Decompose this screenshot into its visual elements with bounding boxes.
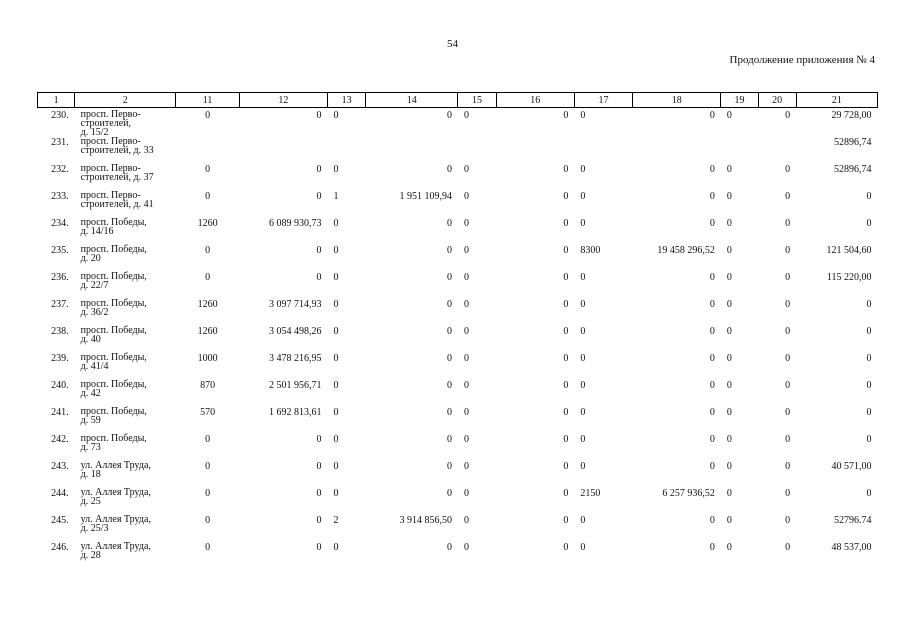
- cell-c20: 0: [785, 434, 791, 445]
- cell-c13: 0: [333, 380, 339, 391]
- cell-c17: 0: [580, 218, 586, 229]
- column-header: 15: [458, 93, 496, 108]
- cell-c20: 0: [785, 299, 791, 310]
- cell-c18: 0: [709, 218, 715, 229]
- cell-c21: 115 220,00: [826, 272, 872, 283]
- cell-c15: 0: [463, 164, 469, 175]
- address-line: просп. Перво-: [80, 163, 141, 174]
- cell-c13: 0: [333, 488, 339, 499]
- cell-c18: 0: [709, 542, 715, 553]
- column-header: 20: [758, 93, 796, 108]
- address-line: просп. Победы,: [80, 271, 147, 282]
- cell-c13: 0: [333, 299, 339, 310]
- address-line: просп. Перво-: [80, 136, 141, 147]
- column-header: 19: [721, 93, 758, 108]
- cell-c20: 0: [785, 272, 791, 283]
- address-line: д. 40: [80, 334, 101, 345]
- cell-c19: 0: [726, 515, 732, 526]
- address-line: ул. Аллея Труда,: [80, 514, 151, 525]
- address-line: просп. Победы,: [80, 217, 147, 228]
- column-header: 14: [366, 93, 458, 108]
- table-row: [38, 137, 878, 164]
- cell-c20: 0: [785, 245, 791, 256]
- cell-c19: [721, 137, 758, 164]
- cell-c18: [633, 137, 721, 164]
- cell-c17: 0: [580, 110, 586, 121]
- cell-c15: 0: [463, 353, 469, 364]
- cell-c14: [366, 137, 458, 164]
- column-header: 21: [796, 93, 877, 108]
- address-cell: [75, 164, 176, 191]
- cell-c21: 40 571,00: [831, 461, 872, 472]
- cell-c13: 0: [333, 353, 339, 364]
- cell-c17: 0: [580, 326, 586, 337]
- address-line: просп. Победы,: [80, 406, 147, 417]
- cell-c11: 0: [205, 110, 211, 121]
- address-line: просп. Победы,: [80, 325, 147, 336]
- cell-c13: 0: [333, 326, 339, 337]
- cell-c11: 0: [205, 542, 211, 553]
- cell-c17: 0: [580, 272, 586, 283]
- cell-c12: 0: [316, 515, 322, 526]
- cell-c17: [574, 137, 632, 164]
- cell-c12: 3 054 498,26: [269, 326, 322, 337]
- cell-c17: 0: [580, 164, 586, 175]
- address-line: д. 25/3: [80, 523, 109, 534]
- row-number: 239.: [51, 353, 69, 364]
- cell-c14: 0: [446, 461, 452, 472]
- cell-c12: 3 097 714,93: [269, 299, 322, 310]
- cell-c13: 0: [333, 218, 339, 229]
- address-cell: [75, 380, 176, 407]
- cell-c18: 0: [709, 272, 715, 283]
- address-cell: [75, 299, 176, 326]
- cell-c14: 0: [446, 164, 452, 175]
- cell-c14: 0: [446, 353, 452, 364]
- row-number: 234.: [51, 218, 69, 229]
- address-line: строителей, д. 33: [80, 145, 154, 156]
- column-header: 12: [239, 93, 327, 108]
- cell-c12: 6 089 930,73: [269, 218, 322, 229]
- cell-c12: [239, 137, 327, 164]
- address-line: ул. Аллея Труда,: [80, 541, 151, 552]
- cell-c20: [758, 137, 796, 164]
- cell-c21: 0: [866, 488, 872, 499]
- table-row: [38, 299, 878, 326]
- address-line: д. 18: [80, 469, 101, 480]
- cell-c12: 0: [316, 542, 322, 553]
- column-header: 16: [496, 93, 574, 108]
- table-row: [38, 245, 878, 272]
- row-number: 240.: [51, 380, 69, 391]
- cell-c19: 0: [726, 245, 732, 256]
- cell-c21: 0: [866, 353, 872, 364]
- column-header: 13: [328, 93, 366, 108]
- cell-c14: 0: [446, 110, 452, 121]
- table-row: [38, 164, 878, 191]
- cell-c18: 0: [709, 326, 715, 337]
- address-line: д. 59: [80, 415, 101, 426]
- cell-c11: 0: [205, 272, 211, 283]
- address-line: д. 28: [80, 550, 101, 561]
- cell-c16: 0: [563, 488, 569, 499]
- cell-c15: 0: [463, 191, 469, 202]
- cell-c16: 0: [563, 245, 569, 256]
- cell-c18: 0: [709, 380, 715, 391]
- cell-c20: 0: [785, 488, 791, 499]
- column-header: 17: [574, 93, 632, 108]
- cell-c19: 0: [726, 461, 732, 472]
- row-number: 231.: [51, 137, 69, 148]
- row-number: 232.: [51, 164, 69, 175]
- cell-c12: 0: [316, 110, 322, 121]
- table-header-row: [38, 93, 878, 108]
- address-cell: [75, 326, 176, 353]
- cell-c12: 2 501 956,71: [269, 380, 322, 391]
- cell-c16: 0: [563, 380, 569, 391]
- cell-c20: 0: [785, 164, 791, 175]
- cell-c15: [458, 137, 496, 164]
- cell-c13: 0: [333, 461, 339, 472]
- row-number: 237.: [51, 299, 69, 310]
- cell-c18: 0: [709, 299, 715, 310]
- cell-c18: 0: [709, 461, 715, 472]
- cell-c13: 0: [333, 542, 339, 553]
- address-line: ул. Аллея Труда,: [80, 460, 151, 471]
- cell-c12: 0: [316, 245, 322, 256]
- cell-c16: 0: [563, 407, 569, 418]
- cell-c17: 0: [580, 434, 586, 445]
- cell-c13: 0: [333, 272, 339, 283]
- cell-c21: 0: [866, 299, 872, 310]
- cell-c15: 0: [463, 488, 469, 499]
- cell-c12: 0: [316, 272, 322, 283]
- cell-c18: 6 257 936,52: [662, 488, 715, 499]
- row-number: 243.: [51, 461, 69, 472]
- cell-c11: 0: [205, 191, 211, 202]
- address-line: д. 42: [80, 388, 101, 399]
- cell-c16: 0: [563, 218, 569, 229]
- cell-c16: 0: [563, 461, 569, 472]
- address-line: просп. Победы,: [80, 298, 147, 309]
- address-line: д. 36/2: [80, 307, 109, 318]
- cell-c20: 0: [785, 407, 791, 418]
- cell-c13: 0: [333, 407, 339, 418]
- cell-c18: 0: [709, 353, 715, 364]
- cell-c19: 0: [726, 434, 732, 445]
- row-number: 242.: [51, 434, 69, 445]
- page-number: 54: [447, 38, 458, 50]
- row-number: 236.: [51, 272, 69, 283]
- cell-c20: 0: [785, 353, 791, 364]
- address-cell: [75, 137, 176, 164]
- cell-c14: 0: [446, 434, 452, 445]
- cell-c15: 0: [463, 110, 469, 121]
- table-row: [38, 380, 878, 407]
- address-cell: [75, 542, 176, 569]
- address-line: д. 22/7: [80, 280, 109, 291]
- cell-c11: 0: [205, 245, 211, 256]
- table-row: [38, 191, 878, 218]
- cell-c14: 0: [446, 488, 452, 499]
- data-table: [37, 92, 878, 569]
- cell-c18: 0: [709, 434, 715, 445]
- table-row: [38, 407, 878, 434]
- cell-c14: 0: [446, 272, 452, 283]
- cell-c18: 0: [709, 191, 715, 202]
- cell-c18: 0: [709, 515, 715, 526]
- cell-c18: 0: [709, 110, 715, 121]
- cell-c16: 0: [563, 164, 569, 175]
- cell-c17: 0: [580, 191, 586, 202]
- address-line: просп. Победы,: [80, 352, 147, 363]
- address-line: ул. Аллея Труда,: [80, 487, 151, 498]
- table-row: [38, 461, 878, 488]
- table-row: [38, 353, 878, 380]
- cell-c15: 0: [463, 326, 469, 337]
- cell-c17: 0: [580, 461, 586, 472]
- table-row: [38, 218, 878, 245]
- cell-c11: 0: [205, 434, 211, 445]
- address-cell: [75, 218, 176, 245]
- continuation-title: Продолжение приложения № 4: [729, 54, 875, 66]
- cell-c15: 0: [463, 380, 469, 391]
- cell-c21: 0: [866, 191, 872, 202]
- cell-c11: [176, 137, 239, 164]
- cell-c20: 0: [785, 515, 791, 526]
- cell-c13: 0: [333, 434, 339, 445]
- cell-c16: 0: [563, 299, 569, 310]
- cell-c12: 1 692 813,61: [269, 407, 322, 418]
- table-row: [38, 434, 878, 461]
- row-number: 244.: [51, 488, 69, 499]
- cell-c14: 0: [446, 542, 452, 553]
- address-line: строителей, д. 37: [80, 172, 154, 183]
- cell-c21: 0: [866, 380, 872, 391]
- cell-c15: 0: [463, 461, 469, 472]
- address-cell: [75, 245, 176, 272]
- cell-c19: 0: [726, 218, 732, 229]
- cell-c12: 3 478 216,95: [269, 353, 322, 364]
- address-cell: [75, 191, 176, 218]
- address-cell: [75, 272, 176, 299]
- address-line: д. 25: [80, 496, 101, 507]
- cell-c12: 0: [316, 191, 322, 202]
- cell-c19: 0: [726, 326, 732, 337]
- cell-c14: 3 914 856,50: [399, 515, 452, 526]
- cell-c14: 0: [446, 380, 452, 391]
- cell-c15: 0: [463, 218, 469, 229]
- cell-c13: [328, 137, 366, 164]
- cell-c14: 0: [446, 218, 452, 229]
- cell-c11: 0: [205, 488, 211, 499]
- row-number: 235.: [51, 245, 69, 256]
- cell-c21: 0: [866, 326, 872, 337]
- cell-c12: 0: [316, 434, 322, 445]
- cell-c13: 0: [333, 164, 339, 175]
- cell-c17: 0: [580, 299, 586, 310]
- cell-c11: 870: [200, 380, 216, 391]
- cell-c13: 1: [333, 191, 339, 202]
- address-cell: [75, 434, 176, 461]
- cell-c20: 0: [785, 191, 791, 202]
- row-number: 245.: [51, 515, 69, 526]
- cell-c14: 0: [446, 326, 452, 337]
- cell-c19: 0: [726, 299, 732, 310]
- address-cell: [75, 108, 176, 138]
- cell-c18: 0: [709, 407, 715, 418]
- cell-c16: 0: [563, 353, 569, 364]
- address-line: просп. Перво-: [80, 109, 141, 120]
- address-line: строителей,: [80, 118, 131, 129]
- address-cell: [75, 515, 176, 542]
- cell-c18: 0: [709, 164, 715, 175]
- cell-c16: 0: [563, 326, 569, 337]
- cell-c14: 0: [446, 407, 452, 418]
- cell-c20: 0: [785, 110, 791, 121]
- table-row: [38, 108, 878, 138]
- cell-c20: 0: [785, 218, 791, 229]
- cell-c19: 0: [726, 353, 732, 364]
- cell-c13: 0: [333, 245, 339, 256]
- cell-c19: 0: [726, 488, 732, 499]
- cell-c21: 52796.74: [834, 515, 872, 526]
- cell-c21: 0: [866, 218, 872, 229]
- row-number: 238.: [51, 326, 69, 337]
- table-body: [38, 108, 878, 570]
- cell-c16: 0: [563, 434, 569, 445]
- cell-c14: 1 951 109,94: [399, 191, 452, 202]
- cell-c12: 0: [316, 461, 322, 472]
- cell-c19: 0: [726, 164, 732, 175]
- address-line: д. 20: [80, 253, 101, 264]
- cell-c11: 1260: [197, 326, 218, 337]
- cell-c15: 0: [463, 407, 469, 418]
- cell-c19: 0: [726, 380, 732, 391]
- cell-c21: 29 728,00: [831, 110, 872, 121]
- address-line: просп. Перво-: [80, 190, 141, 201]
- cell-c19: 0: [726, 407, 732, 418]
- cell-c21: 48 537,00: [831, 542, 872, 553]
- table-row: [38, 488, 878, 515]
- cell-c15: 0: [463, 272, 469, 283]
- cell-c12: 0: [316, 164, 322, 175]
- cell-c11: 0: [205, 515, 211, 526]
- address-cell: [75, 488, 176, 515]
- column-header: 11: [176, 93, 239, 108]
- address-cell: [75, 407, 176, 434]
- cell-c16: [496, 137, 574, 164]
- cell-c17: 0: [580, 353, 586, 364]
- cell-c17: 0: [580, 380, 586, 391]
- cell-c21: 121 504,60: [826, 245, 872, 256]
- cell-c11: 1260: [197, 218, 218, 229]
- cell-c11: 0: [205, 164, 211, 175]
- row-number: 241.: [51, 407, 69, 418]
- cell-c16: 0: [563, 191, 569, 202]
- row-number: 230.: [51, 110, 69, 121]
- address-line: д. 41/4: [80, 361, 109, 372]
- cell-c11: 570: [200, 407, 216, 418]
- cell-c17: 0: [580, 542, 586, 553]
- cell-c21: 52896,74: [834, 137, 872, 148]
- cell-c20: 0: [785, 380, 791, 391]
- column-header: 1: [38, 93, 75, 108]
- cell-c19: 0: [726, 191, 732, 202]
- address-cell: [75, 353, 176, 380]
- cell-c16: 0: [563, 542, 569, 553]
- cell-c15: 0: [463, 299, 469, 310]
- cell-c21: 0: [866, 434, 872, 445]
- cell-c11: 1000: [197, 353, 218, 364]
- row-number: 233.: [51, 191, 69, 202]
- address-line: просп. Победы,: [80, 433, 147, 444]
- cell-c17: 8300: [580, 245, 601, 256]
- cell-c17: 0: [580, 515, 586, 526]
- address-cell: [75, 461, 176, 488]
- cell-c15: 0: [463, 515, 469, 526]
- address-line: просп. Победы,: [80, 379, 147, 390]
- cell-c17: 2150: [580, 488, 601, 499]
- cell-c11: 1260: [197, 299, 218, 310]
- cell-c19: 0: [726, 110, 732, 121]
- cell-c20: 0: [785, 461, 791, 472]
- cell-c15: 0: [463, 434, 469, 445]
- column-header: 2: [75, 93, 176, 108]
- column-header: 18: [633, 93, 721, 108]
- cell-c13: 0: [333, 110, 339, 121]
- address-line: д. 14/16: [80, 226, 114, 237]
- table-row: [38, 515, 878, 542]
- cell-c16: 0: [563, 272, 569, 283]
- cell-c20: 0: [785, 542, 791, 553]
- table-row: [38, 272, 878, 299]
- cell-c19: 0: [726, 272, 732, 283]
- cell-c18: 19 458 296,52: [657, 245, 715, 256]
- cell-c16: 0: [563, 515, 569, 526]
- cell-c19: 0: [726, 542, 732, 553]
- cell-c21: 52896,74: [834, 164, 872, 175]
- address-line: строителей, д. 41: [80, 199, 154, 210]
- cell-c16: 0: [563, 110, 569, 121]
- cell-c15: 0: [463, 542, 469, 553]
- cell-c13: 2: [333, 515, 339, 526]
- cell-c12: 0: [316, 488, 322, 499]
- table-row: [38, 326, 878, 353]
- address-line: д. 73: [80, 442, 101, 453]
- cell-c14: 0: [446, 299, 452, 310]
- cell-c14: 0: [446, 245, 452, 256]
- row-number: 246.: [51, 542, 69, 553]
- address-line: просп. Победы,: [80, 244, 147, 255]
- cell-c11: 0: [205, 461, 211, 472]
- address-line: д. 15/2: [80, 127, 109, 138]
- table-row: [38, 542, 878, 569]
- cell-c15: 0: [463, 245, 469, 256]
- cell-c20: 0: [785, 326, 791, 337]
- cell-c21: 0: [866, 407, 872, 418]
- cell-c17: 0: [580, 407, 586, 418]
